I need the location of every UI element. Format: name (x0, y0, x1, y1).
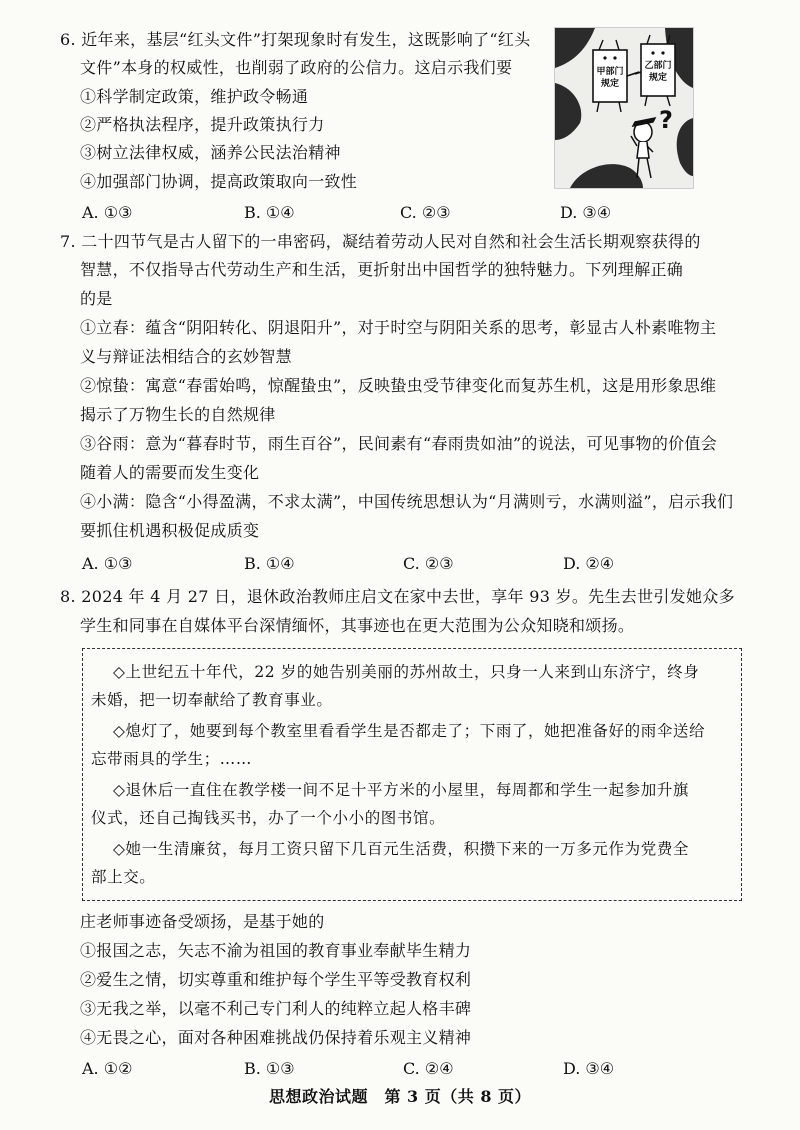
q8-item-4: ④无畏之心，面对各种困难挑战仍保持着乐观主义精神 (80, 1028, 472, 1047)
q7-stem-line-2: 智慧，不仅指导古代劳动生产和生活，更折射出中国哲学的独特魅力。下列理解正确 (80, 260, 684, 279)
box-para-1-line-2: 未婚，把一切奉献给了教育事业。 (91, 691, 333, 709)
q7-option-b: B. ①④ (244, 554, 295, 573)
q7-option-c: C. ②③ (403, 554, 454, 573)
q8-option-c: C. ②④ (403, 1059, 454, 1078)
box-para-1-line-1: ◇上世纪五十年代，22 岁的她告别美丽的苏州故土，只身一人来到山东济宁，终身 (113, 663, 700, 681)
q6-item-2: ②严格执法程序，提升政策执行力 (80, 115, 325, 134)
q6-option-c: C. ②③ (400, 203, 451, 222)
q6-option-d: D. ③④ (560, 203, 612, 222)
person-icon (631, 118, 655, 178)
q8-option-a: A. ①② (82, 1059, 133, 1078)
q6-cartoon (554, 27, 694, 189)
q7-option-a: A. ①③ (82, 554, 133, 573)
q7-stem-line-3: 的是 (80, 289, 113, 308)
page-footer: 思想政治试题 第 3 页（共 8 页） (268, 1087, 532, 1106)
q6-item-3: ③树立法律权威，涵养公民法治精神 (80, 143, 341, 162)
label-b-line-1: 乙部门 (644, 61, 672, 71)
box-para-2-line-2: 忘带雨具的学生；…… (91, 750, 253, 768)
q8-question: 庄老师事迹备受颂扬，是基于她的 (80, 912, 325, 931)
q8-item-2: ②爱生之情，切实尊重和维护每个学生平等受教育权利 (80, 970, 472, 989)
box-para-3-line-1: ◇退休后一直住在教学楼一间不足十平方米的小屋里，每周都和学生一起参加升旗 (113, 781, 690, 799)
q6-option-a: A. ①③ (82, 203, 133, 222)
q7-stem-line-1: 7. 二十四节气是古人留下的一串密码，凝结着劳动人民对自然和社会生活长期观察获得的 (60, 232, 701, 251)
box-para-4-line-2: 部上交。 (91, 868, 156, 886)
label-a-line-1: 甲部门 (596, 67, 624, 77)
q8-stem-line-2: 学生和同事在自媒体平台深情缅怀，其事迹也在更大范围为公众知晓和颂扬。 (80, 616, 635, 635)
box-para-2-line-1: ◇熄灯了，她要到每个教室里看看学生是否都走了；下雨了，她把准备好的雨伞送给 (113, 722, 706, 740)
q7-item-3-line-2: 随着人的需要而发生变化 (80, 463, 260, 482)
q7-item-4-line-1: ④小满：隐含“小得盈满，不求太满”，中国传统思想认为“月满则亏，水满则溢”，启示我们 (80, 492, 734, 511)
label-b-line-2: 规定 (648, 73, 668, 83)
q7-item-4-line-2: 要抓住机遇积极促成质变 (80, 521, 260, 540)
q8-item-3: ③无我之举，以毫不利己专门利人的纯粹立起人格丰碑 (80, 999, 472, 1018)
q8-option-b: B. ①③ (244, 1059, 295, 1078)
box-para-3-line-2: 仪式，还自己掏钱买书，办了一个小小的图书馆。 (91, 809, 446, 827)
q6-item-1: ①科学制定政策，维护政令畅通 (80, 87, 309, 106)
question-mark: ? (659, 106, 673, 134)
q6-stem-line-1: 6. 近年来，基层“红头文件”打架现象时有发生，这既影响了“红头 (60, 30, 531, 49)
q7-option-d: D. ②④ (563, 554, 615, 573)
q7-item-3-line-1: ③谷雨：意为“暮春时节，雨生百谷”，民间素有“春雨贵如油”的说法，可见事物的价值会 (80, 434, 718, 453)
q6-item-4: ④加强部门协调，提高政策取向一致性 (80, 172, 358, 191)
q8-item-1: ①报国之志，矢志不渝为祖国的教育事业奉献毕生精力 (80, 941, 472, 960)
q6-stem-line-2: 文件”本身的权威性，也削弱了政府的公信力。这启示我们要 (80, 58, 513, 77)
q8-material-box (82, 648, 742, 901)
q7-item-2-line-2: 揭示了万物生长的自然规律 (80, 405, 276, 424)
box-para-4-line-1: ◇她一生清廉贫，每月工资只留下几百元生活费，积攒下来的一万多元作为党费全 (113, 840, 690, 858)
cartoon-illustration (555, 28, 693, 188)
q7-item-1-line-2: 义与辩证法相结合的玄妙智慧 (80, 347, 292, 366)
q7-item-1-line-1: ①立春：蕴含“阴阳转化、阴退阳升”，对于时空与阴阳关系的思考，彰显古人朴素唯物主 (80, 318, 717, 337)
q8-stem-line-1: 8. 2024 年 4 月 27 日，退休政治教师庄启文在家中去世，享年 93 岁。先生去世引发她众多 (60, 587, 735, 606)
label-a-line-2: 规定 (600, 79, 620, 89)
q6-option-b: B. ①④ (244, 203, 295, 222)
q8-option-d: D. ③④ (563, 1059, 615, 1078)
q7-item-2-line-1: ②惊蛰：寓意“春雷始鸣，惊醒蛰虫”，反映蛰虫受节律变化而复苏生机，这是用形象思维 (80, 376, 717, 395)
